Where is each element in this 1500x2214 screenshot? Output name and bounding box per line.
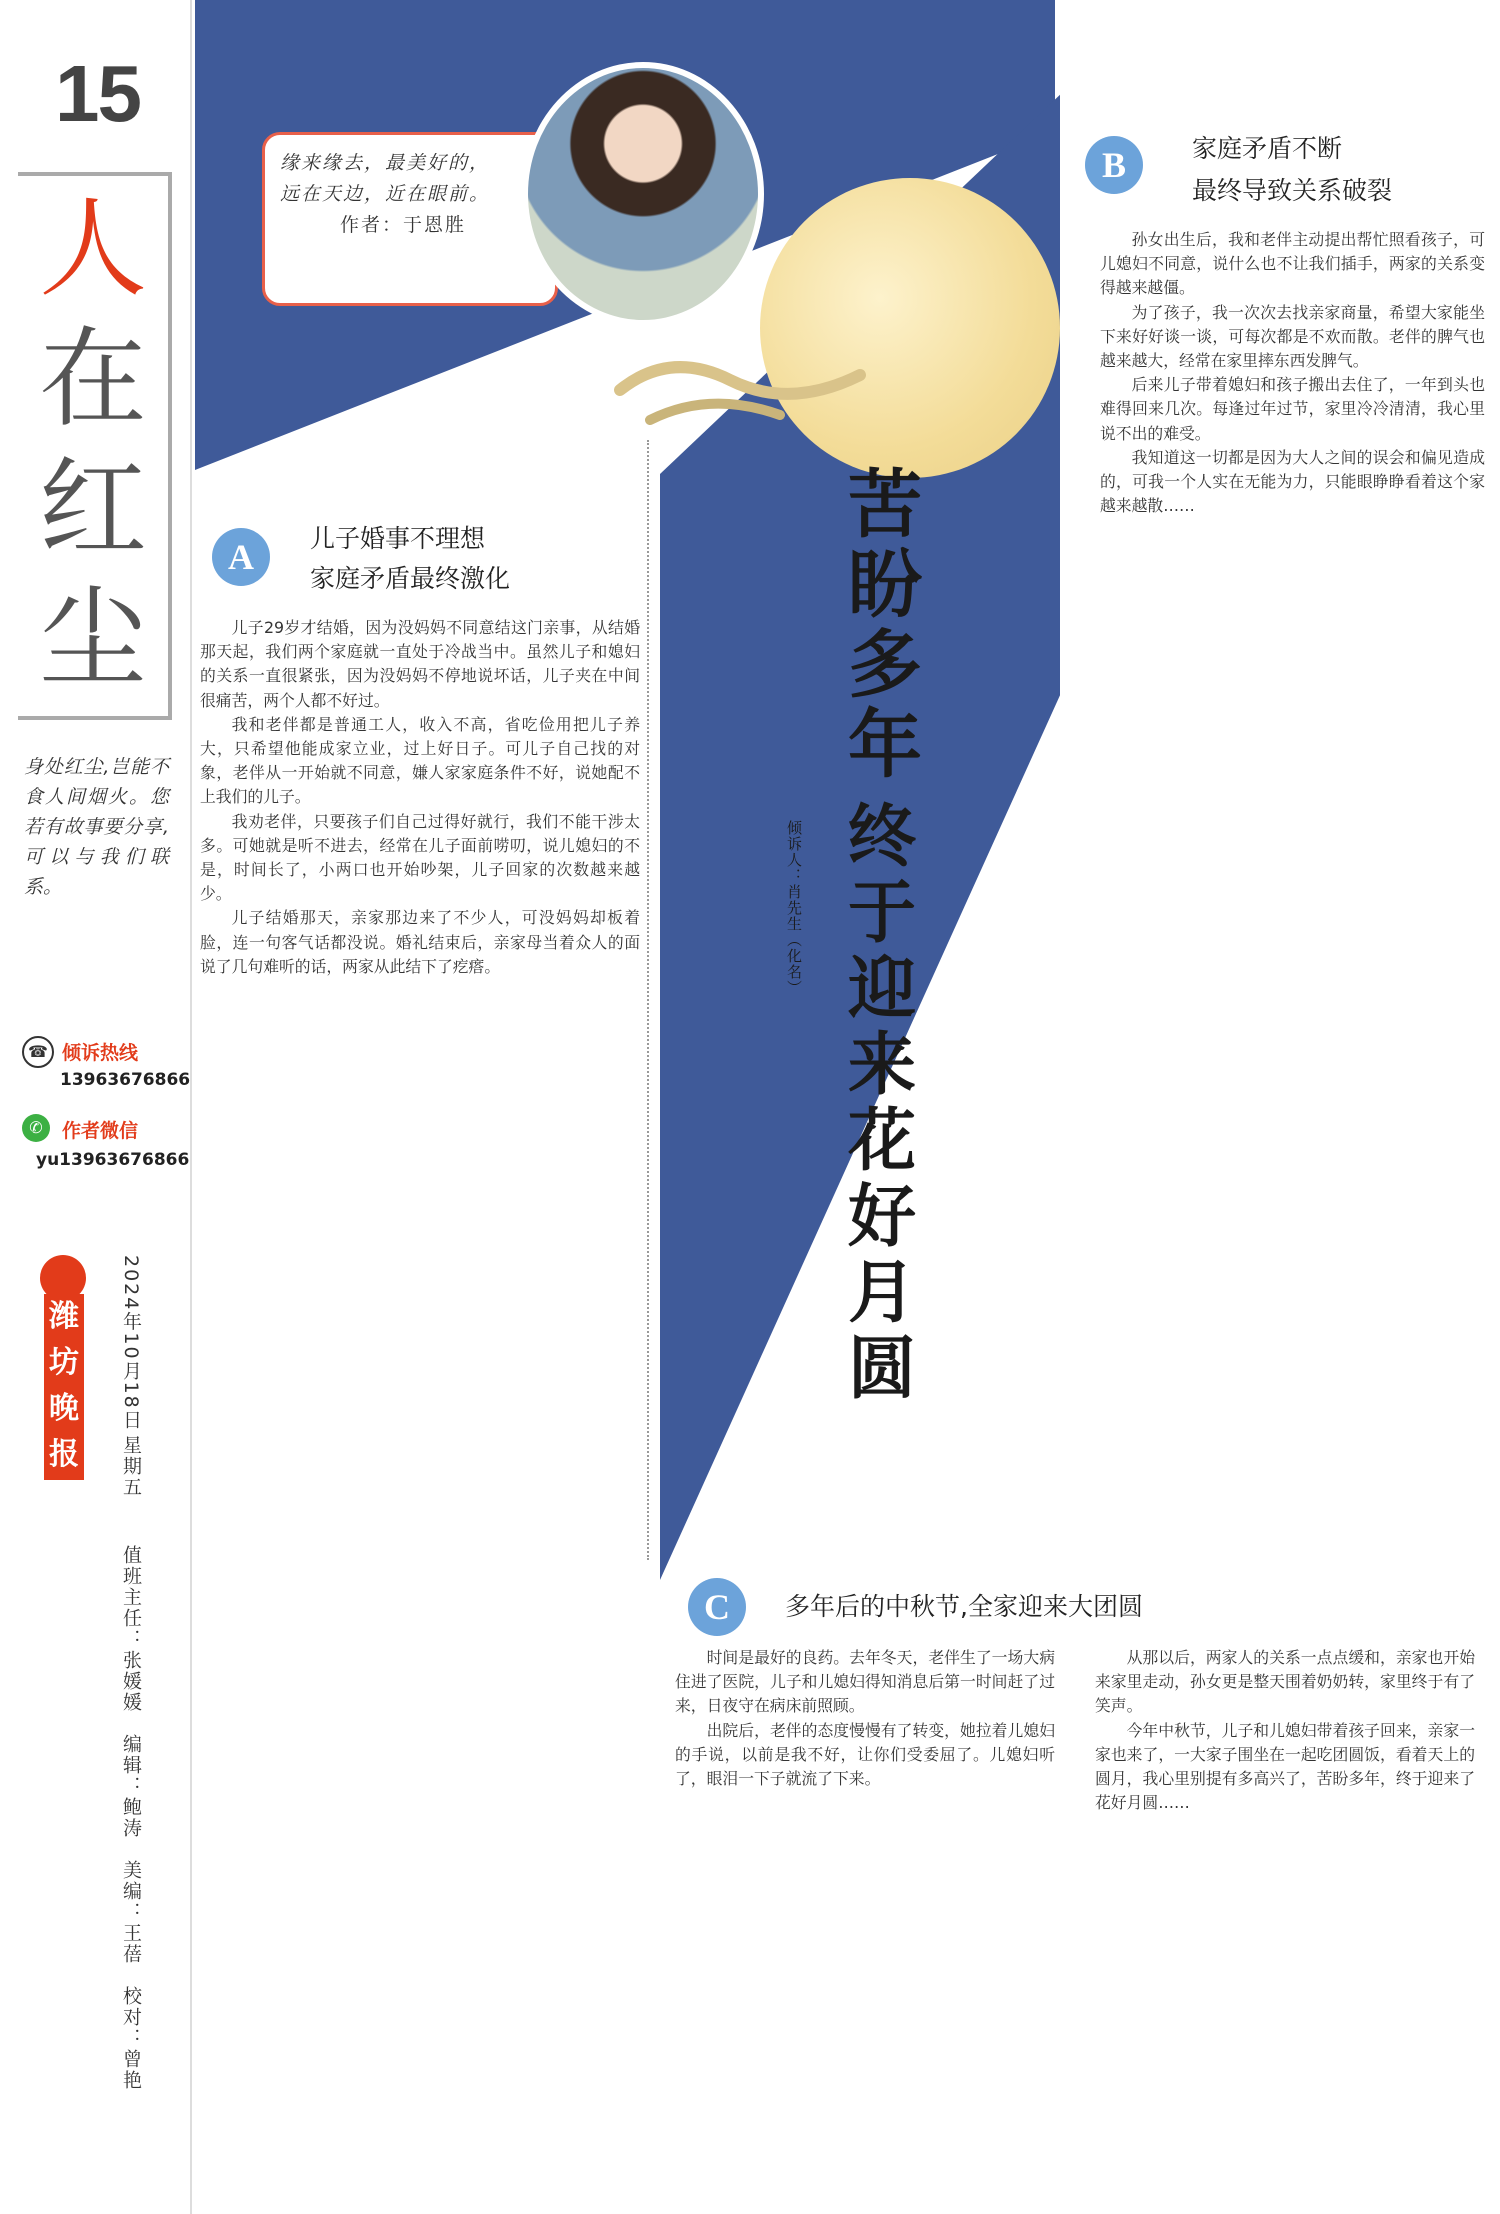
section-c-paragraph: 从那以后，两家人的关系一点点缓和，亲家也开始来家里走动，孙女更是整天围着奶奶转，家里终于有了笑声。 xyxy=(1095,1648,1475,1716)
section-c-badge: C xyxy=(688,1578,746,1636)
side-note: 身处红尘,岂能不食人间烟火。您若有故事要分享,可以与我们联系。 xyxy=(24,756,169,898)
wechat-label: 作者微信 xyxy=(62,1120,139,1142)
section-c-title: 多年后的中秋节,全家迎来大团圆 xyxy=(785,1592,1143,1621)
section-b-title-2: 最终导致关系破裂 xyxy=(1192,176,1393,205)
section-a-paragraph: 儿子29岁才结婚，因为没妈妈不同意结这门亲事，从结婚那天起，我们两个家庭就一直处于冷战当中。虽然儿子和媳妇的关系一直很紧张，因为没妈妈不停地说坏话，儿子夹在中间很痛苦，两个人都不好过。 xyxy=(200,618,640,710)
column-divider xyxy=(647,440,649,1560)
newspaper-name-text: 潍坊晚报 xyxy=(49,1299,79,1472)
wechat-id: yu13963676866 xyxy=(36,1150,190,1170)
section-c-paragraph: 今年中秋节，儿子和儿媳妇带着孩子回来，亲家一家也来了，一大家子围坐在一起吃团圆饭，看着天上的圆月，我心里别提有多高兴了，苦盼多年，终于迎来了花好月圆…… xyxy=(1095,1720,1475,1813)
headline-part-1: 苦盼多年 xyxy=(848,462,922,788)
wechat-icon: ✆ xyxy=(22,1114,50,1142)
section-b-title-1: 家庭矛盾不断 xyxy=(1192,134,1343,163)
newspaper-name xyxy=(44,1294,84,1480)
author-quote xyxy=(280,148,500,241)
section-b-badge: B xyxy=(1085,136,1143,194)
hotline-label: 倾诉热线 xyxy=(62,1042,139,1064)
section-a-badge: A xyxy=(212,528,270,586)
hotline-number: 13963676866 xyxy=(60,1070,191,1090)
column-title-char-2: 在 xyxy=(38,317,147,442)
column-title-char-4: 尘 xyxy=(38,577,147,702)
headline-part-2: 终于迎来花好月圆 xyxy=(848,798,917,1409)
author-portrait xyxy=(522,62,764,326)
section-b-paragraph: 我知道这一切都是因为大人之间的误会和偏见造成的，可我一个人实在无能为力，只能眼睁睁看着这个家越来越散…… xyxy=(1100,447,1485,516)
author-line: 作者：于恩胜 xyxy=(340,214,467,236)
section-b-paragraph: 后来儿子带着媳妇和孩子搬出去住了，一年到头也难得回来几次。每逢过年过节，家里冷冷清清，我心里说不出的难受。 xyxy=(1100,375,1485,443)
section-c-paragraph: 出院后，老伴的态度慢慢有了转变，她拉着儿媳妇的手说，以前是我不好，让你们受委屈了。儿媳妇听了，眼泪一下子就流了下来。 xyxy=(675,1720,1055,1789)
section-c-body xyxy=(675,1646,1475,2206)
quote-text: 缘来缘去，最美好的，远在天边，近在眼前。 xyxy=(280,152,491,205)
phone-icon: ☎ xyxy=(22,1036,54,1068)
cloud-illustration xyxy=(610,330,870,450)
section-c-paragraph: 时间是最好的良药。去年冬天，老伴生了一场大病住进了医院，儿子和儿媳妇得知消息后第一时间赶了过来，日夜守在病床前照顾。 xyxy=(675,1648,1055,1716)
section-a-paragraph: 我劝老伴，只要孩子们自己过得好就行，我们不能干涉太多。可她就是听不进去，经常在儿子面前唠叨，说儿媳妇的不是，时间长了，小两口也开始吵架，儿子回家的次数越来越少。 xyxy=(200,811,640,904)
section-a-body xyxy=(200,616,640,2206)
issue-date: 2024年10月18日 xyxy=(120,1255,142,1431)
section-b-body xyxy=(1100,228,1485,1518)
section-b-paragraph: 为了孩子，我一次次去找亲家商量，希望大家能坐下来好好谈一谈，可每次都是不欢而散。老伴的脾气也越来越大，经常在家里摔东西发脾气。 xyxy=(1100,302,1485,371)
section-a-paragraph: 我和老伴都是普通工人，收入不高，省吃俭用把儿子养大，只希望他能成家立业，过上好日子。可儿子自己找的对象，老伴从一开始就不同意，嫌人家家庭条件不好，说她配不上我们的儿子。 xyxy=(200,714,640,807)
column-title-char-3: 红 xyxy=(38,447,147,572)
section-a-title-1: 儿子婚事不理想 xyxy=(310,524,486,553)
section-a-paragraph: 儿子结婚那天，亲家那边来了不少人，可没妈妈却板着脸，连一句客气话都没说。婚礼结束后，亲家母当着众人的面说了几句难听的话，两家从此结下了疙瘩。 xyxy=(200,908,640,976)
byline: 倾诉人：肖先生（化名） xyxy=(785,820,803,996)
section-a-title-2: 家庭矛盾最终激化 xyxy=(310,564,511,593)
issue-weekday: 星期五 xyxy=(120,1435,142,1498)
column-title-char-1: 人 xyxy=(38,187,147,312)
section-b-paragraph: 孙女出生后，我和老伴主动提出帮忙照看孩子，可儿媳妇不同意，说什么也不让我们插手，两家的关系变得越来越僵。 xyxy=(1100,230,1485,298)
page-number: 15 xyxy=(55,49,140,138)
editor-credits: 值班主任：张媛媛 编辑：鲍涛 美编：王蓓 校对：曾艳 xyxy=(120,1545,142,2091)
